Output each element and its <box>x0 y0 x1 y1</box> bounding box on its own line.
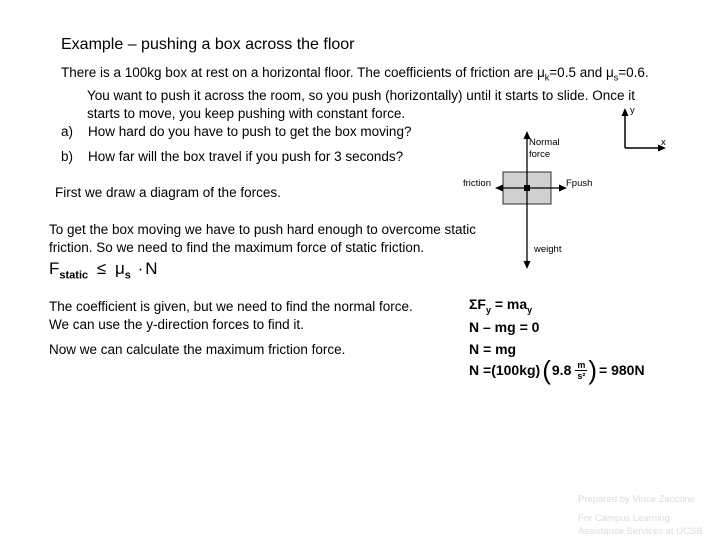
axis-x-label: x <box>661 137 666 148</box>
question-b: b) How far will the box travel if you push for 3 seconds? <box>61 149 404 164</box>
intro-line3: starts to move, you keep pushing with constant force. <box>87 105 406 121</box>
slide-title: Example – pushing a box across the floor <box>61 36 355 53</box>
diagram-intro: First we draw a diagram of the forces. <box>55 185 281 200</box>
static-friction-text: To get the box moving we have to push hard enough to overcome static friction. So we need to find the maximum force of static friction. <box>49 222 477 255</box>
static-friction-inequality: $F_{static} \le \mu_s \cdot N$ <box>49 259 158 282</box>
normal-force-label: Normal force <box>529 137 560 160</box>
weight-label: weight <box>534 244 562 255</box>
equation-sum-fy: $\Sigma F_y = ma_y$ <box>469 296 533 315</box>
question-a: a) How hard do you have to push to get the box moving? <box>61 124 412 139</box>
equation-n-minus-mg: N – mg = 0 <box>469 319 540 335</box>
intro-line1: There is a 100kg box at rest on a horizontal floor. The coefficients of friction are $\mu_k=0.5$ and $\mu_s=0.6$. <box>61 65 649 83</box>
equation-n-value: N = (100kg) ( 9.8 m s² ) = 980N <box>469 354 645 385</box>
intro-line2: You want to push it across the room, so you push (horizontally) until it starts to slide. Once it <box>87 88 636 104</box>
equation-n-equals-mg: N = mg <box>469 341 517 357</box>
normal-force-text: The coefficient is given, but we need to find the normal force. We can use the y-direction forces to find it. <box>49 299 413 332</box>
friction-label: friction <box>463 178 491 189</box>
credit-campus: For Campus Learning Assistance Services at UCSB <box>578 513 703 537</box>
fpush-label: Fpush <box>566 178 593 189</box>
credit-prepared-by: Prepared by Vince Zaccone <box>578 494 696 505</box>
axes-icon <box>622 108 667 152</box>
calc-text: Now we can calculate the maximum friction force. <box>49 342 346 357</box>
axis-y-label: y <box>630 105 635 116</box>
